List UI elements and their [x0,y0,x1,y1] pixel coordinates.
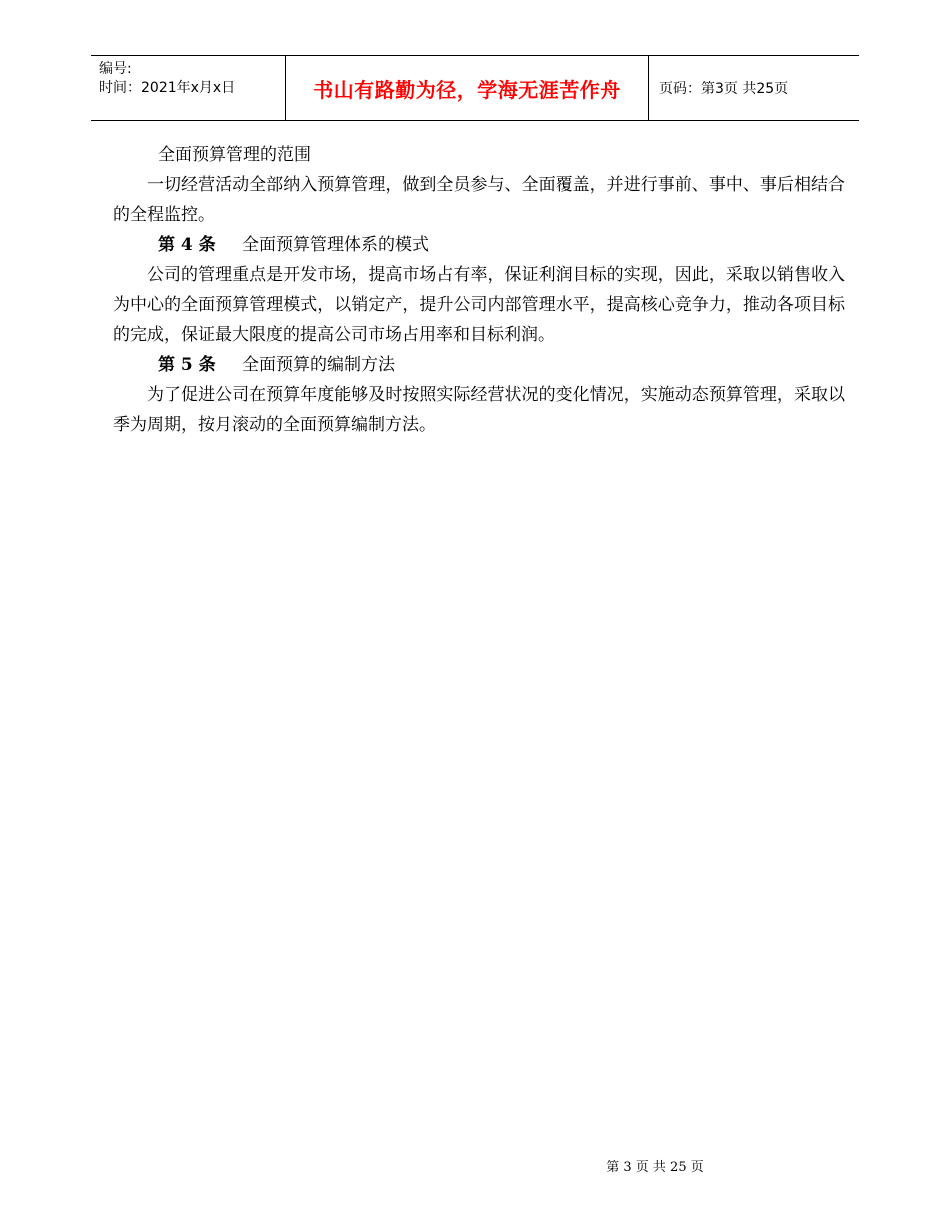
article-5-heading [113,350,845,380]
article-5-title: 全面预算的编制方法 [242,355,395,375]
article-4-paragraph: 公司的管理重点是开发市场，提高市场占有率，保证利润目标的实现，因此，采取以销售收入为中心的全面预算管理模式，以销定产，提升公司内部管理水平，提高核心竞争力，推动各项目标的完成，保证最大限度的提高公司市场占用率和目标利润。 [113,265,845,345]
scope-title: 全面预算管理的范围 [158,145,311,165]
header-time-label: 时间：2021年x月x日 [99,80,236,96]
article-5-paragraph: 为了促进公司在预算年度能够及时按照实际经营状况的变化情况，实施动态预算管理，采取以季为周期，按月滚动的全面预算编制方法。 [113,385,845,435]
page-footer: 第 3 页 共 25 页 [606,1160,704,1175]
header-page-info: 页码：第3页 共25页 [659,81,789,97]
header-motto: 书山有路勤为径，学海无涯苦作舟 [286,56,649,120]
document-body [113,140,845,440]
header-meta-cell [91,56,286,120]
article-5-number: 第 5 条 [158,355,216,375]
article-4-title: 全面预算管理体系的模式 [242,235,429,255]
page-header [91,55,859,121]
header-number-label: 编号: [99,61,132,77]
article-4-heading [113,230,845,260]
article-4-number: 第 4 条 [158,235,216,255]
scope-paragraph: 一切经营活动全部纳入预算管理，做到全员参与、全面覆盖，并进行事前、事中、事后相结合的全程监控。 [113,175,845,225]
